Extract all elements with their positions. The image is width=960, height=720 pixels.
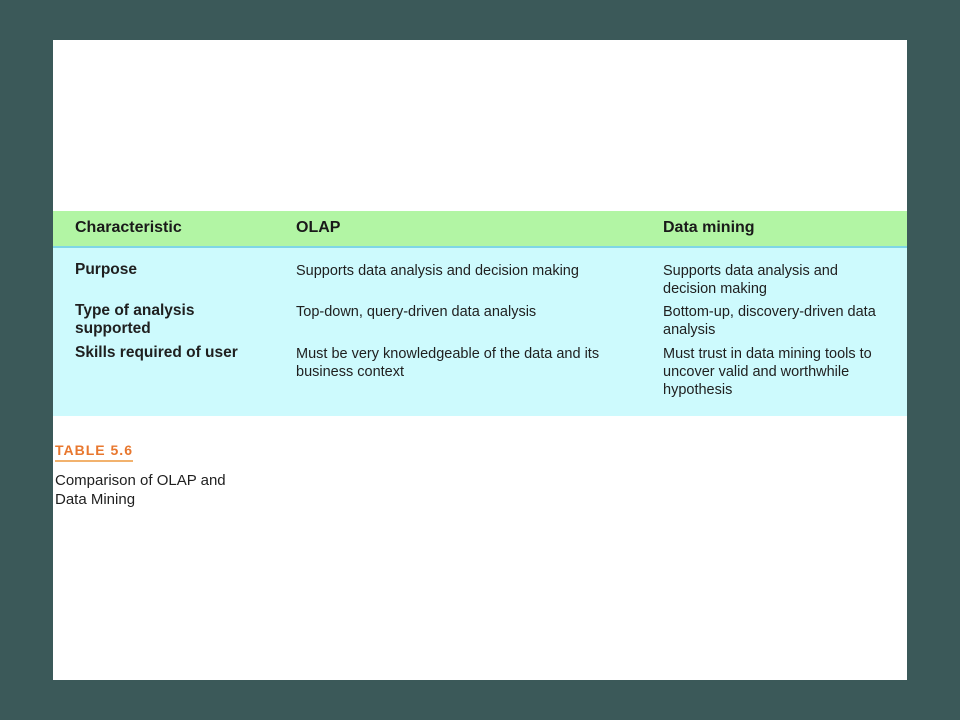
table-body (53, 248, 907, 416)
row-analysis-type-data-mining: Bottom-up, discovery-driven data analysis (663, 304, 876, 338)
row-purpose-data-mining: Supports data analysis and decision making (663, 263, 838, 297)
row-skills-data-mining: Must trust in data mining tools to uncover valid and worthwhile hypothesis (663, 346, 872, 398)
table-number-label: TABLE 5.6 (55, 442, 133, 462)
comparison-table (53, 211, 907, 416)
row-purpose-olap: Supports data analysis and decision making (296, 263, 579, 279)
header-olap: OLAP (296, 219, 341, 236)
row-purpose-label: Purpose (75, 261, 138, 278)
row-skills-olap: Must be very knowledgeable of the data and its business context (296, 346, 600, 380)
table-header-row (53, 211, 907, 248)
header-data-mining: Data mining (663, 219, 755, 236)
header-characteristic: Characteristic (75, 219, 182, 236)
slide (53, 40, 907, 680)
table-caption: Comparison of OLAP and Data Mining (55, 472, 226, 508)
row-analysis-type-olap: Top-down, query-driven data analysis (296, 304, 537, 320)
row-skills-label: Skills required of user (75, 344, 238, 361)
row-analysis-type-label: Type of analysis supported (75, 302, 195, 337)
